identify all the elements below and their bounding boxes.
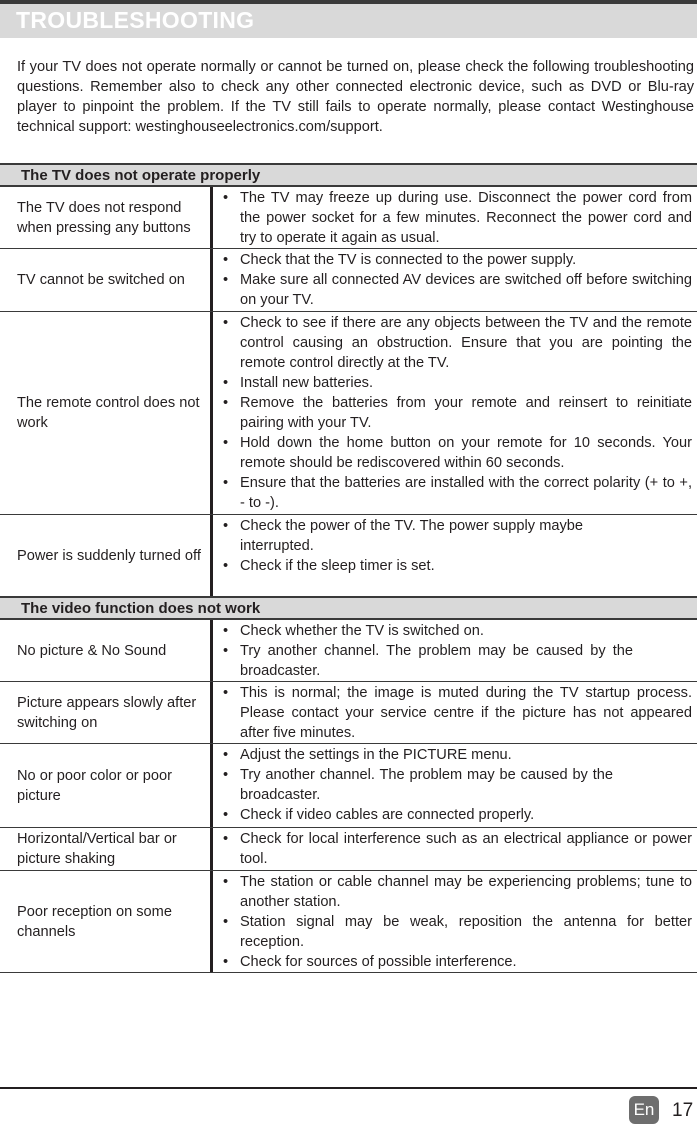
solution-item: • Check the power of the TV. The power supply maybe interrupted. <box>223 516 583 556</box>
solution-item: • This is normal; the image is muted during the TV startup process. Please contact your service centre if the picture has not appeared after five minutes. <box>223 683 692 743</box>
solution-item: • Check if the sleep timer is set. <box>223 556 692 576</box>
solution-item: • Make sure all connected AV devices are switched off before switching on your TV. <box>223 270 692 310</box>
solution-item: • Check if video cables are connected properly. <box>223 805 692 825</box>
table-row <box>0 682 697 744</box>
solution-cell <box>213 828 697 870</box>
solution-item: • The station or cable channel may be experiencing problems; tune to another station. <box>223 872 692 912</box>
language-badge: En <box>629 1096 659 1124</box>
solution-cell <box>213 744 697 827</box>
problem-cell: Horizontal/Vertical bar or picture shaking <box>0 828 213 870</box>
table-row <box>0 871 697 973</box>
solution-item: • Station signal may be weak, reposition the antenna for better reception. <box>223 912 692 952</box>
problem-cell: The remote control does not work <box>0 312 213 514</box>
solution-item: • Install new batteries. <box>223 373 692 393</box>
problem-cell: No or poor color or poor picture <box>0 744 213 827</box>
solution-item: • Adjust the settings in the PICTURE menu. <box>223 745 692 765</box>
problem-cell: The TV does not respond when pressing any buttons <box>0 187 213 248</box>
table-row <box>0 515 697 596</box>
solution-item: • Check for sources of possible interference. <box>223 952 692 972</box>
solution-cell <box>213 312 697 514</box>
problem-cell: Poor reception on some channels <box>0 871 213 972</box>
intro-paragraph: If your TV does not operate normally or cannot be turned on, please check the following troubleshooting questions. Remember also to check any other connected electronic device, such as DVD or Blu-ray player to pinpoint the problem. If the TV still fails to operate normally, please contact Westinghouse technical support: westinghouseelectronics.com/support. <box>17 59 694 135</box>
page-title: TROUBLESHOOTING <box>16 7 255 33</box>
solution-cell <box>213 682 697 743</box>
section-header <box>0 596 697 620</box>
solution-item: • Ensure that the batteries are installed with the correct polarity (+ to +, - to -). <box>223 473 692 513</box>
solution-item: • Remove the batteries from your remote and reinsert to reinitiate pairing with your TV. <box>223 393 692 433</box>
solution-item: • Check for local interference such as an electrical appliance or power tool. <box>223 829 692 869</box>
problem-cell: No picture & No Sound <box>0 620 213 681</box>
solution-item: • The TV may freeze up during use. Disconnect the power cord from the power socket for a few minutes. Reconnect the power cord and try to operate it again as usual. <box>223 188 692 248</box>
solution-item: • Try another channel. The problem may be caused by the broadcaster. <box>223 641 633 681</box>
problem-cell: Picture appears slowly after switching on <box>0 682 213 743</box>
table-row <box>0 828 697 871</box>
solution-item: • Hold down the home button on your remote for 10 seconds. Your remote should be rediscovered within 60 seconds. <box>223 433 692 473</box>
table-row <box>0 249 697 312</box>
solution-cell <box>213 620 697 681</box>
table-row <box>0 620 697 682</box>
section-title: The video function does not work <box>21 600 261 617</box>
section-title: The TV does not operate properly <box>21 167 261 184</box>
solution-cell <box>213 871 697 972</box>
problem-cell: Power is suddenly turned off <box>0 515 213 596</box>
title-bar <box>0 0 697 38</box>
solution-item: • Check that the TV is connected to the power supply. <box>223 250 692 270</box>
solution-cell <box>213 249 697 311</box>
footer-divider <box>0 1087 697 1089</box>
solution-cell <box>213 515 697 596</box>
table-row <box>0 744 697 828</box>
section-header <box>0 163 697 187</box>
solution-item: • Check whether the TV is switched on. <box>223 621 692 641</box>
table-row <box>0 312 697 515</box>
solution-item: • Try another channel. The problem may be caused by the broadcaster. <box>223 765 613 805</box>
page-number: 17 <box>672 1100 694 1121</box>
solution-cell <box>213 187 697 248</box>
problem-cell: TV cannot be switched on <box>0 249 213 311</box>
table-row <box>0 187 697 249</box>
solution-item: • Check to see if there are any objects between the TV and the remote control causing an obstruction. Ensure that you are pointing the remote control directly at the TV. <box>223 313 692 373</box>
